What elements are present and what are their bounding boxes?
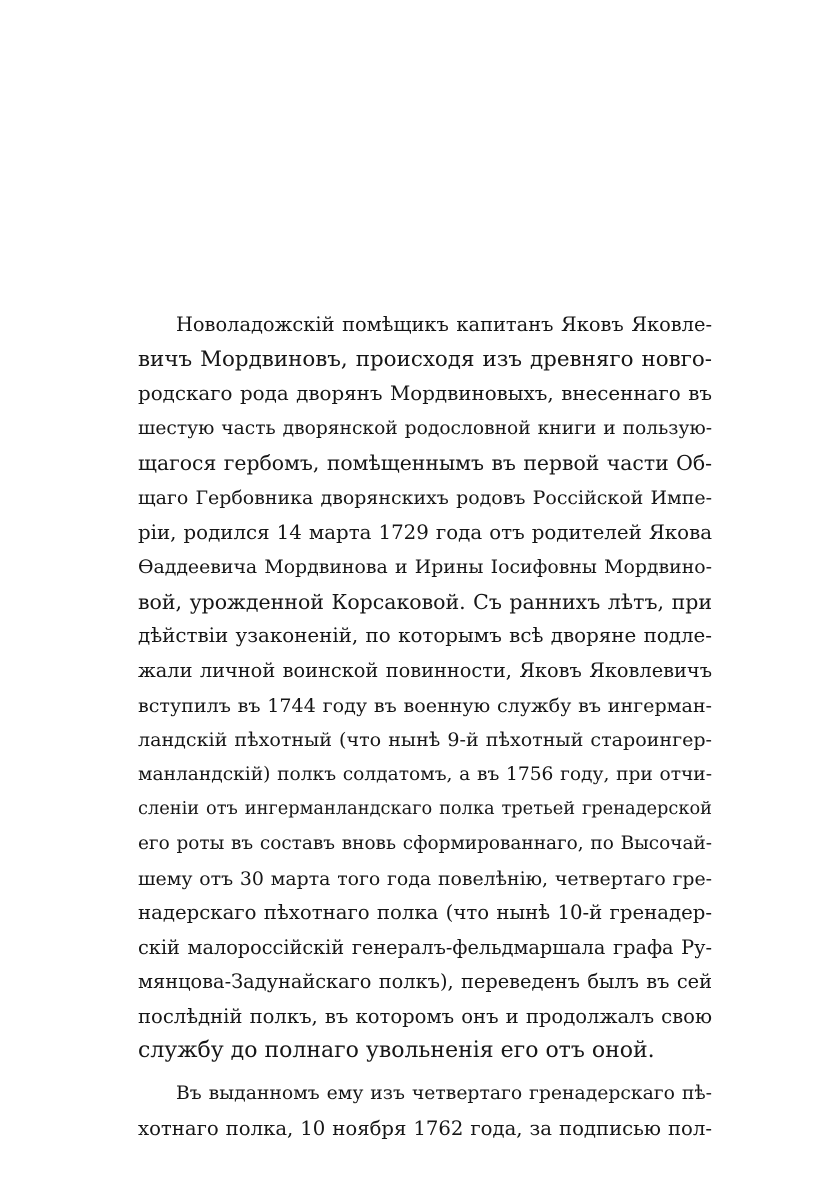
text-line: мянцова-Задунайскаго полкъ), переведенъ былъ въ сей: [138, 970, 712, 994]
text-line: щаго Гербовника дворянскихъ родовъ Россійской Импе-: [138, 486, 712, 509]
paragraph-1: [138, 308, 712, 1069]
text-line: вступилъ въ 1744 году въ военную службу въ ингерман-: [138, 694, 712, 717]
text-line: службу до полнаго увольненія его отъ оной.: [138, 1038, 655, 1064]
text-line: послѣдній полкъ, въ которомъ онъ и продолжалъ свою: [138, 1004, 712, 1028]
body-text: [138, 308, 712, 1146]
text-line: шестую часть дворянской родословной книги и пользую-: [138, 417, 712, 439]
text-line: сленіи отъ ингерманландскаго полка третьей гренадерской: [138, 798, 712, 820]
text-line: надерскаго пѣхотнаго полка (что нынѣ 10-й гренадер-: [138, 901, 712, 925]
text-line: щагося гербомъ, помѣщеннымъ въ первой части Об-: [138, 451, 712, 476]
text-line: шему отъ 30 марта того года повелѣнію, четвертаго гре-: [138, 867, 712, 890]
paragraph-spacer: [138, 1069, 712, 1077]
text-line: дѣйствіи узаконеній, по которымъ всѣ дворяне подле-: [138, 624, 712, 648]
paragraph-2: [138, 1077, 712, 1146]
text-line: жали личной воинской повинности, Яковъ Яковлевичъ: [138, 658, 712, 682]
text-line: родскаго рода дворянъ Мордвиновыхъ, внесеннаго въ: [138, 382, 712, 406]
text-line: скій малороссійскій генералъ-фельдмаршала графа Ру-: [138, 935, 712, 959]
text-line: хотнаго полка, 10 ноября 1762 года, за подписью пол-: [138, 1116, 712, 1140]
text-line: Новоладожскій помѣщикъ капитанъ Яковъ Яковле-: [176, 313, 712, 336]
text-line: его роты въ составъ вновь сформированнаго, по Высочай-: [138, 832, 712, 854]
text-line: Въ выданномъ ему изъ четвертаго гренадерскаго пѣ-: [176, 1083, 712, 1105]
text-line: вой, урожденной Корсаковой. Съ раннихъ лѣтъ, при: [138, 589, 712, 614]
text-line: ріи, родился 14 марта 1729 года отъ родителей Якова: [138, 520, 712, 544]
text-line: вичъ Мордвиновъ, происходя изъ древняго новго-: [138, 346, 712, 372]
text-line: Ѳаддеевича Мордвинова и Ирины Іосифовны Мордвино-: [138, 556, 712, 579]
text-line: манландскій) полкъ солдатомъ, а въ 1756 году, при отчи-: [138, 763, 712, 785]
text-line: ландскій пѣхотный (что нынѣ 9-й пѣхотный староингер-: [138, 729, 712, 752]
